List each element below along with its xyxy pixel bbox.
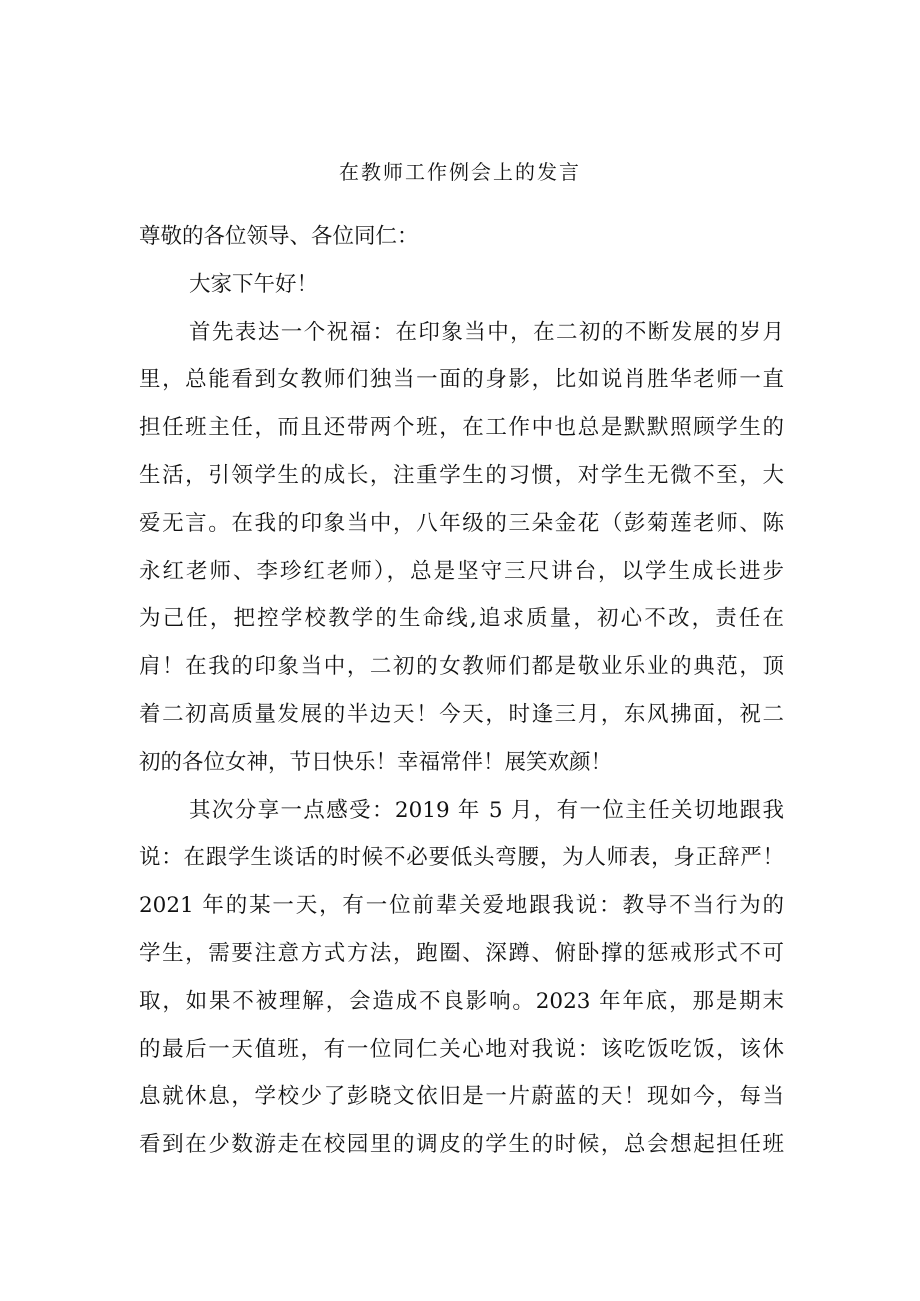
paragraph-line: 说：在跟学生谈话的时候不必要低头弯腰，为人师表，身正辞严！ — [139, 845, 784, 871]
paragraph-reflection — [139, 787, 784, 1169]
paragraph-line: 永红老师、李珍红老师），总是坚守三尺讲台，以学生成长进步 — [139, 558, 784, 584]
paragraph-line: 息就休息，学校少了彭晓文依旧是一片蔚蓝的天！现如今，每当 — [139, 1084, 784, 1110]
paragraph-line: 爱无言。在我的印象当中，八年级的三朵金花（彭菊莲老师、陈 — [139, 510, 784, 536]
paragraph-line: 里，总能看到女教师们独当一面的身影，比如说肖胜华老师一直 — [139, 367, 784, 393]
paragraph-line: 首先表达一个祝福：在印象当中，在二初的不断发展的岁月 — [189, 319, 784, 345]
paragraph-line: 学生，需要注意方式方法，跑圈、深蹲、俯卧撑的惩戒形式不可 — [139, 940, 784, 966]
paragraph-line: 2021 年的某一天，有一位前辈关爱地跟我说：教导不当行为的 — [139, 893, 784, 919]
paragraph-line: 取，如果不被理解，会造成不良影响。2023 年年底，那是期末 — [139, 988, 784, 1014]
paragraph-line: 担任班主任，而且还带两个班，在工作中也总是默默照顾学生的 — [139, 415, 784, 441]
paragraph-line: 肩！在我的印象当中，二初的女教师们都是敬业乐业的典范，顶 — [139, 654, 784, 680]
paragraph-line: 其次分享一点感受：2019 年 5 月，有一位主任关切地跟我 — [189, 797, 784, 823]
paragraph-line: 看到在少数游走在校园里的调皮的学生的时候，总会想起担任班 — [139, 1132, 784, 1158]
paragraph-line: 的最后一天值班，有一位同仁关心地对我说：该吃饭吃饭，该休 — [139, 1036, 784, 1062]
document-title: 在教师工作例会上的发言 — [339, 160, 581, 184]
salutation: 尊敬的各位领导、各位同仁： — [139, 224, 419, 249]
greeting: 大家下午好！ — [189, 271, 319, 297]
paragraph-line: 生活，引领学生的成长，注重学生的习惯，对学生无微不至，大 — [139, 462, 784, 488]
paragraph-blessing — [139, 309, 784, 787]
paragraph-line: 着二初高质量发展的半边天！今天，时逢三月，东风拂面，祝二 — [139, 701, 784, 727]
paragraph-line: 为己任，把控学校教学的生命线,追求质量，初心不改，责任在 — [139, 606, 784, 632]
paragraph-line: 初的各位女神，节日快乐！幸福常伴！展笑欢颜！ — [139, 749, 613, 775]
document-body — [139, 213, 784, 1169]
